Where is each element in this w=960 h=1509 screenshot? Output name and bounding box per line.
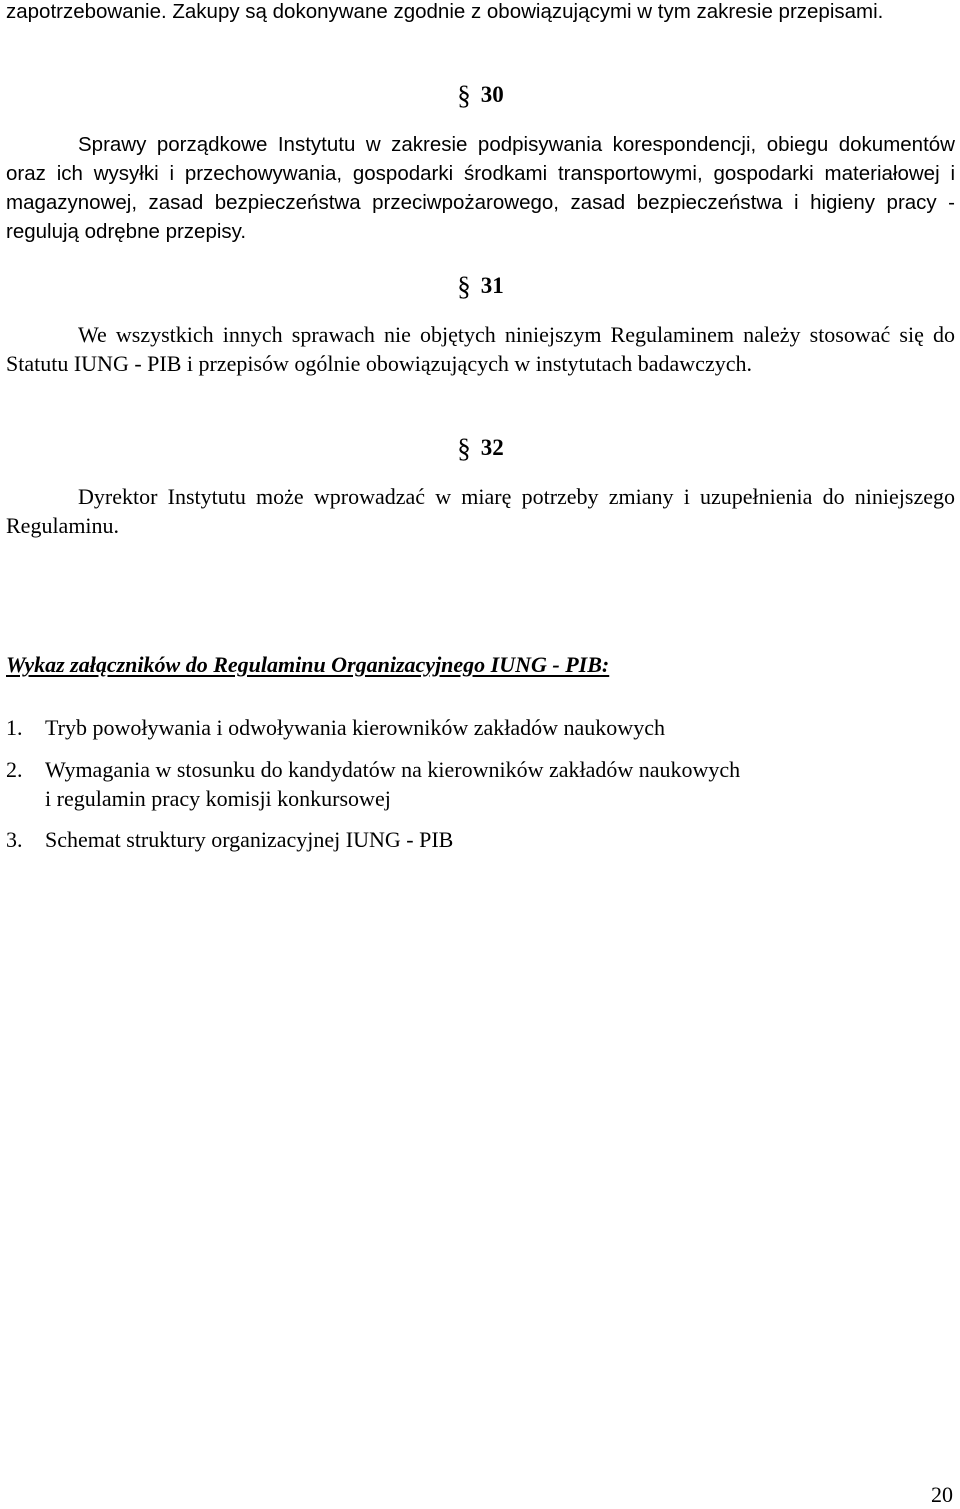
attachment-text: Tryb powoływania i odwoływania kierowników zakładów naukowych <box>45 715 665 740</box>
continuation-paragraph: zapotrzebowanie. Zakupy są dokonywane zgodnie z obowiązującymi w tym zakresie przepisami. <box>6 0 884 23</box>
section-30-heading <box>6 80 955 110</box>
page-number: 20 <box>931 1482 953 1507</box>
section-sign: § <box>457 271 471 301</box>
section-number: 30 <box>480 82 504 107</box>
section-32-paragraph: Dyrektor Instytutu może wprowadzać w miarę potrzeby zmiany i uzupełnienia do niniejszego Regulaminu. <box>6 484 955 538</box>
attachment-text: Schemat struktury organizacyjnej IUNG - PIB <box>45 827 454 852</box>
attachment-number: 1. <box>6 715 23 740</box>
section-number: 32 <box>480 435 504 460</box>
attachment-text-continuation: i regulamin pracy komisji konkursowej <box>45 786 391 811</box>
section-32-heading <box>6 433 955 463</box>
section-31-heading <box>6 271 955 301</box>
attachment-item <box>6 755 906 813</box>
section-30-paragraph: Sprawy porządkowe Instytutu w zakresie podpisywania korespondencji, obiegu dokumentów oraz ich wysyłki i przechowywania, gospodarki środkami transportowymi, gospodarki materiałowej i magazynowej, zasad bezpieczeństwa przeciwpożarowego, zasad bezpieczeństwa i higieny pracy - regulują odrębne przepisy. <box>6 133 955 243</box>
attachments-list-title: Wykaz załączników do Regulaminu Organizacyjnego IUNG - PIB: <box>6 652 610 677</box>
attachment-item <box>6 713 906 742</box>
section-sign: § <box>457 80 471 110</box>
attachment-number: 3. <box>6 827 23 852</box>
section-31-paragraph: We wszystkich innych sprawach nie objętych niniejszym Regulaminem należy stosować się do Statutu IUNG - PIB i przepisów ogólnie obowiązujących w instytutach badawczych. <box>6 322 955 376</box>
attachment-item <box>6 825 906 854</box>
attachment-number: 2. <box>6 757 23 782</box>
section-number: 31 <box>480 273 504 298</box>
section-sign: § <box>457 433 471 463</box>
attachment-text: Wymagania w stosunku do kandydatów na kierowników zakładów naukowych <box>45 757 741 782</box>
